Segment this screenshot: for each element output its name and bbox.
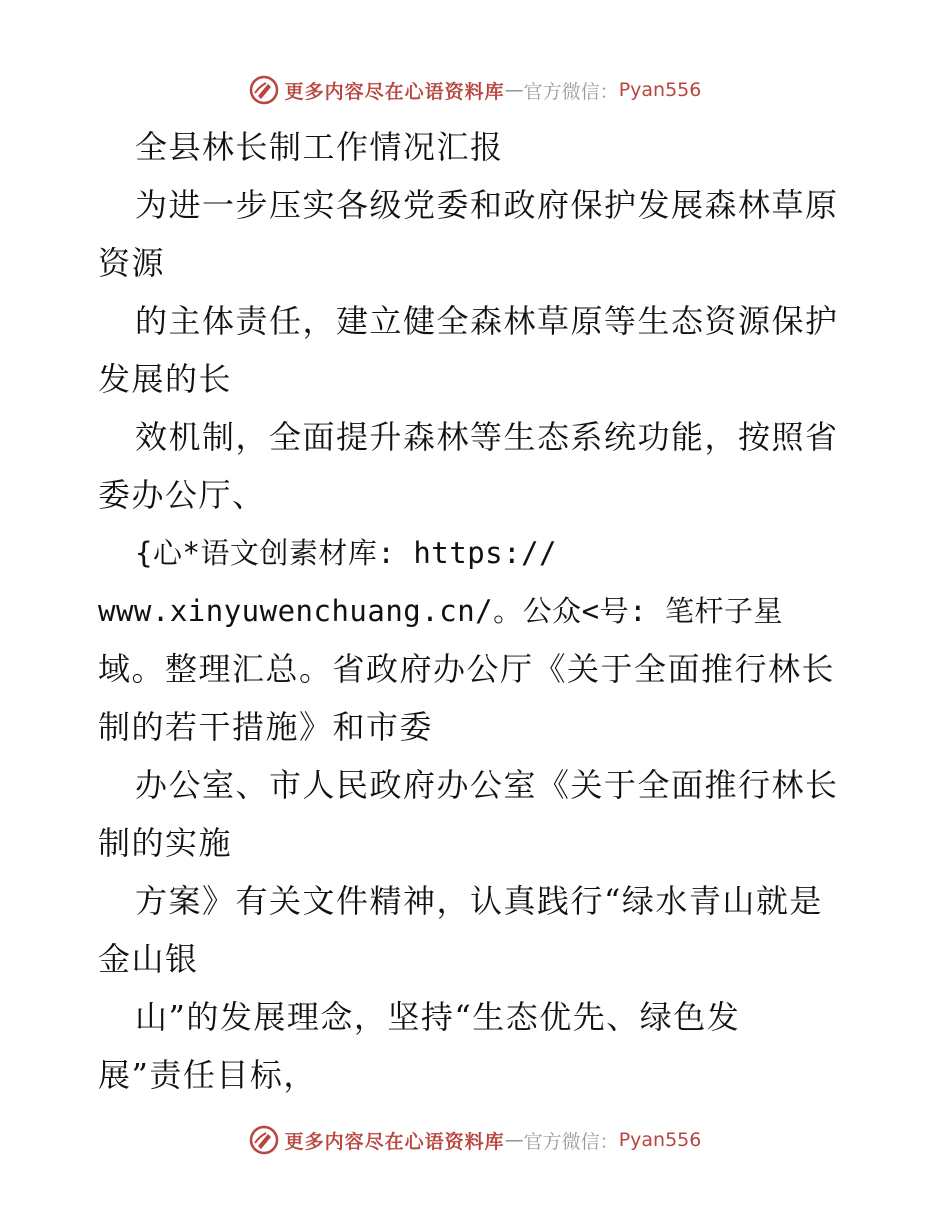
banner-wechat-id: Pyan556: [618, 1129, 702, 1151]
header-banner: [0, 70, 950, 110]
banner-wechat-id: Pyan556: [618, 79, 702, 101]
pen-logo-icon: [249, 75, 279, 105]
text-line: 金山银: [98, 940, 199, 978]
pen-logo-icon: [249, 1125, 279, 1155]
text-line: 的主体责任，建立健全森林草原等生态资源保护: [135, 302, 839, 340]
banner-brand: 更多内容尽在心语资料库: [284, 80, 505, 103]
text-line: 办公室、市人民政府办公室《关于全面推行林长: [135, 766, 839, 804]
text-line: 方案》有关文件精神，认真践行“绿水青山就是: [135, 882, 823, 920]
banner-dash: —: [504, 79, 524, 101]
text-line: 山”的发展理念，坚持“生态优先、绿色发: [135, 998, 741, 1036]
text-line: 展”责任目标，: [98, 1056, 317, 1094]
banner-wechat-label: 官方微信：: [523, 1130, 619, 1153]
text-line: 效机制，全面提升森林等生态系统功能，按照省: [135, 418, 839, 456]
text-line: 资源: [98, 244, 166, 282]
banner-dash: —: [504, 1129, 524, 1151]
text-line: 为进一步压实各级党委和政府保护发展森林草原: [135, 186, 839, 224]
banner-brand: 更多内容尽在心语资料库: [284, 1130, 505, 1153]
text-line: 制的若干措施》和市委: [98, 708, 434, 746]
footer-banner: [0, 1120, 950, 1160]
text-line: 发展的长: [98, 360, 233, 398]
document-title: 全县林长制工作情况汇报: [135, 128, 504, 166]
text-line: 委办公厅、: [98, 476, 266, 514]
text-line: {心*语文创素材库: https://: [135, 536, 558, 570]
text-line: www.xinyuwenchuang.cn/。公众<号: 笔杆子星: [98, 594, 783, 628]
banner-wechat-label: 官方微信：: [523, 80, 619, 103]
text-line: 制的实施: [98, 824, 233, 862]
document-body: [98, 118, 858, 1104]
text-line: 域。整理汇总。省政府办公厅《关于全面推行林长: [98, 650, 836, 688]
